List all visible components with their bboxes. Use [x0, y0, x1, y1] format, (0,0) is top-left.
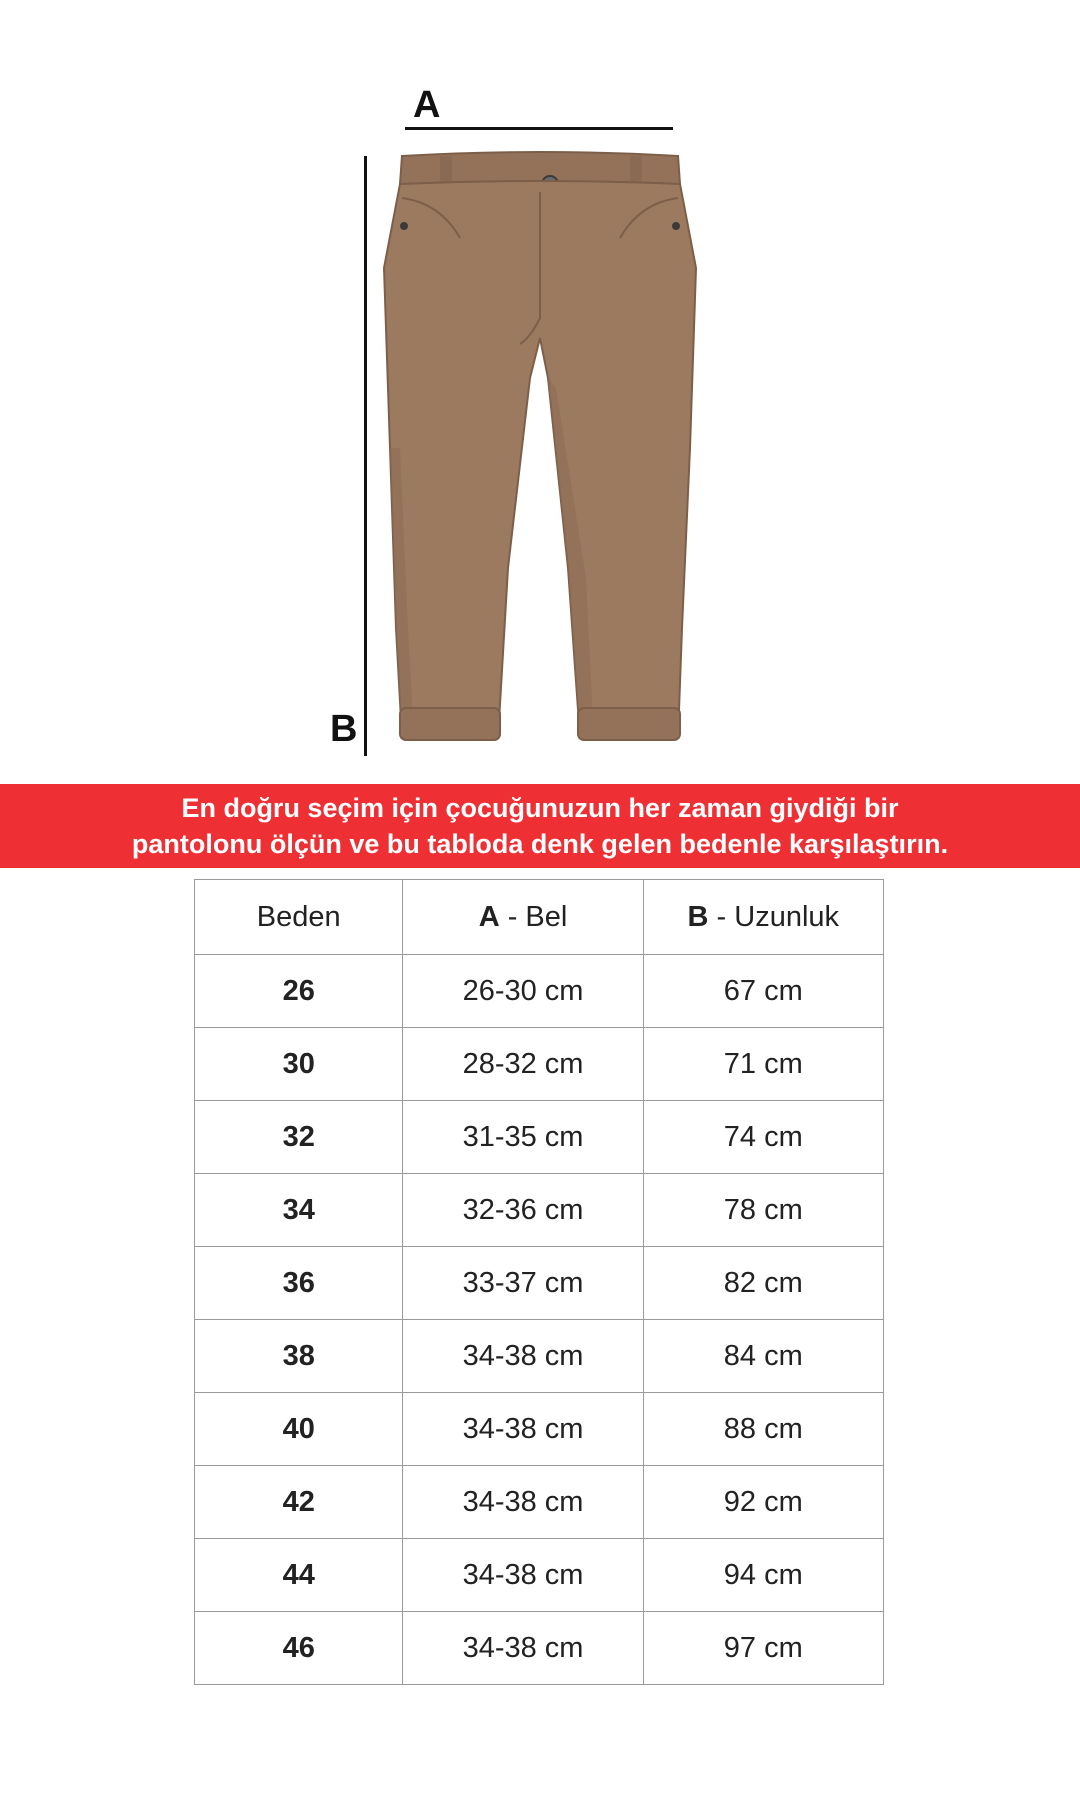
measurement-tip-banner — [0, 784, 1080, 868]
length-cell: 94 cm — [643, 1539, 883, 1612]
waist-cell: 34-38 cm — [403, 1539, 643, 1612]
header-waist-label: - Bel — [499, 900, 568, 933]
pants-rivet — [400, 222, 408, 230]
size-cell: 34 — [195, 1174, 403, 1247]
waist-cell: 34-38 cm — [403, 1466, 643, 1539]
table-row — [195, 1174, 884, 1247]
size-cell: 46 — [195, 1612, 403, 1685]
banner-line-2: pantolonu ölçün ve bu tabloda denk gelen bedenle karşılaştırın. — [131, 829, 949, 859]
pants-image — [380, 148, 700, 768]
waist-cell: 34-38 cm — [403, 1393, 643, 1466]
length-cell: 67 cm — [643, 955, 883, 1028]
length-cell: 97 cm — [643, 1612, 883, 1685]
size-cell: 36 — [195, 1247, 403, 1320]
size-chart-table — [194, 879, 884, 1685]
length-cell: 74 cm — [643, 1101, 883, 1174]
table-row — [195, 1320, 884, 1393]
waist-cell: 26-30 cm — [403, 955, 643, 1028]
label-b: B — [330, 708, 358, 750]
size-cell: 26 — [195, 955, 403, 1028]
pants-rivet — [672, 222, 680, 230]
table-row — [195, 1247, 884, 1320]
table-row — [195, 1101, 884, 1174]
length-measure-line — [364, 156, 367, 756]
banner-line-1: En doğru seçim için çocuğunuzun her zaman giydiği bir — [181, 793, 899, 823]
waist-cell: 32-36 cm — [403, 1174, 643, 1247]
table-row — [195, 1028, 884, 1101]
header-length — [643, 880, 883, 955]
length-cell: 82 cm — [643, 1247, 883, 1320]
size-cell: 30 — [195, 1028, 403, 1101]
size-cell: 44 — [195, 1539, 403, 1612]
size-cell: 42 — [195, 1466, 403, 1539]
label-a: A — [413, 84, 441, 126]
waist-cell: 34-38 cm — [403, 1612, 643, 1685]
length-cell: 71 cm — [643, 1028, 883, 1101]
size-cell: 38 — [195, 1320, 403, 1393]
size-cell: 32 — [195, 1101, 403, 1174]
measurement-diagram — [0, 0, 1080, 780]
header-length-letter: B — [687, 900, 709, 933]
length-cell: 84 cm — [643, 1320, 883, 1393]
table-row — [195, 955, 884, 1028]
header-length-label: - Uzunluk — [708, 900, 840, 933]
table-header-row — [195, 880, 884, 955]
size-cell: 40 — [195, 1393, 403, 1466]
length-cell: 88 cm — [643, 1393, 883, 1466]
table-row — [195, 1612, 884, 1685]
length-cell: 92 cm — [643, 1466, 883, 1539]
table-row — [195, 1393, 884, 1466]
waist-cell: 33-37 cm — [403, 1247, 643, 1320]
pants-cuff — [400, 708, 500, 740]
header-size: Beden — [195, 880, 403, 955]
length-cell: 78 cm — [643, 1174, 883, 1247]
waist-cell: 28-32 cm — [403, 1028, 643, 1101]
waist-cell: 34-38 cm — [403, 1320, 643, 1393]
header-waist-letter: A — [478, 900, 500, 933]
header-waist — [403, 880, 643, 955]
waist-measure-line — [405, 127, 673, 130]
waist-cell: 31-35 cm — [403, 1101, 643, 1174]
pants-cuff — [578, 708, 680, 740]
table-row — [195, 1539, 884, 1612]
table-row — [195, 1466, 884, 1539]
